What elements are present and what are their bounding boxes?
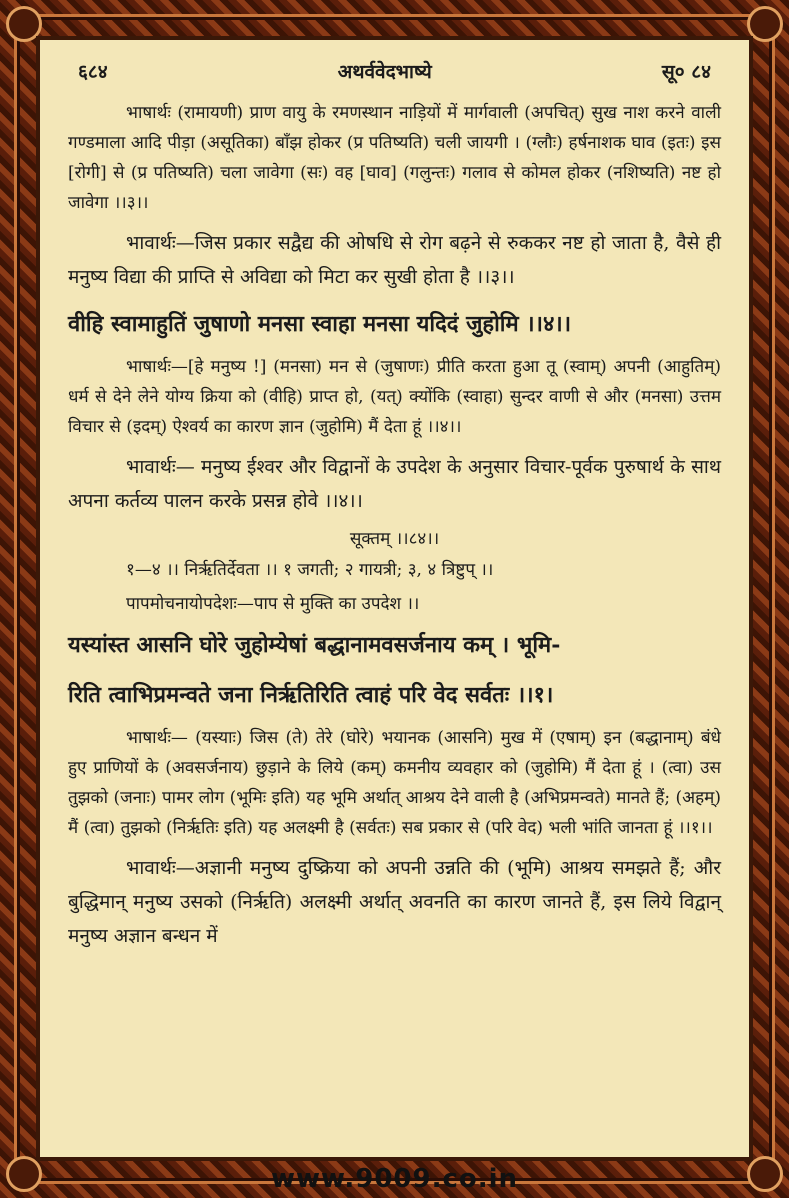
page-number: ६८४: [78, 61, 108, 83]
bhasharth-paragraph-1: भाषार्थः— (यस्याः) जिस (ते) तेरे (घोरे) भयानक (आसनि) मुख में (एषाम्) इन (बद्धानाम्) बंधे हुए प्राणियों के (अवसर्जनाय) छुड़ाने के लिये (कम्) कमनीय व्यवहार को (जुहोमि) मैं देता हूं । (त्वा) उस तुझको (जनाः) पामर लोग (भूमिः इति) यह भूमि अर्थात् आश्रय देने वाली है (अभिप्रमन्वते) मानते हैं; (अहम्) मैं (त्वा) तुझको (निर्ऋतिः इति) यह अलक्ष्मी है (सर्वतः) सब प्रकार से (परि वेद) भली भांति जानता हूं ।।१।।: [68, 728, 721, 838]
bhavarth-paragraph-4: भावार्थः— मनुष्य ईश्वर और विद्वानों के उपदेश के अनुसार विचार-पूर्वक पुरुषार्थ के साथ अपना कर्तव्य पालन करके प्रसन्न होवे ।।४।।: [68, 456, 721, 512]
book-page: [36, 36, 753, 1161]
sukta-reference: सू० ८४: [661, 61, 711, 83]
upadesh-line: पापमोचनायोपदेशः—पाप से मुक्ति का उपदेश ।।: [126, 594, 420, 614]
bhavarth-paragraph-3: भावार्थः—जिस प्रकार सद्वैद्य की ओषधि से रोग बढ़ने से रुककर नष्ट हो जाता है, वैसे ही मनुष्य विद्या की प्राप्ति से अविद्या को मिटा कर सुखी होता है ।।३।।: [68, 232, 721, 288]
bhasharth-paragraph-4: भाषार्थः—[हे मनुष्य !] (मनसा) मन से (जुषाणः) प्रीति करता हुआ तू (स्वाम्) अपनी (आहुतिम्) धर्म से देने लेने योग्य क्रिया को (वीहि) प्राप्त हो, (यत्) क्योंकि (स्वाहा) सुन्दर वाणी से और (मनसा) उत्तम विचार से (इदम्) ऐश्वर्य का कारण ज्ञान (जुहोमि) मैं देता हूं ।।४।।: [68, 357, 721, 437]
mantra-4: वीहि स्वामाहुतिं जुषाणो मनसा स्वाहा मनसा यदिदं जुहोमि ।।४।।: [68, 311, 572, 337]
mantra-1-line-1: यस्यांस्त आसनि घोरे जुहोम्येषां बद्धानामवसर्जनाय कम् । भूमि-: [68, 632, 561, 658]
website-watermark: www.9009.co.in: [270, 1164, 519, 1194]
page-header: [68, 58, 721, 92]
bhavarth-paragraph-1: भावार्थः—अज्ञानी मनुष्य दुष्क्रिया को अपनी उन्नति की (भूमि) आश्रय समझते हैं; और बुद्धिमान् मनुष्य उसको (निर्ऋति) अलक्ष्मी अर्थात् अवनति का कारण जानते हैं, इस लिये विद्वान् मनुष्य अज्ञान बन्धन में: [68, 857, 721, 947]
sukta-heading: सूक्तम् ।।८४।।: [349, 529, 440, 549]
devata-chhanda-line: १—४ ।। निर्ऋतिर्देवता ।। १ जगती; २ गायत्री; ३, ४ त्रिष्टुप् ।।: [126, 560, 494, 580]
bhasharth-paragraph-3: भाषार्थः (रामायणी) प्राण वायु के रमणस्थान नाड़ियों में मार्गवाली (अपचित्) सुख नाश करने वाली गण्डमाला आदि पीड़ा (असूतिका) बाँझ होकर (प्र पतिष्यति) चली जायगी । (ग्लौः) हर्षनाशक घाव (इतः) इस [रोगी] से (प्र पतिष्यति) चला जावेगा (सः) वह [घाव] (गलुन्तः) गलाव से कोमल होकर (नशिष्यति) नष्ट हो जावेगा ।।३।।: [68, 103, 721, 213]
mantra-1-line-2: रिति त्वाभिप्रमन्वते जना निर्ऋतिरिति त्वाहं परि वेद सर्वतः ।।१।: [68, 682, 554, 708]
page-title: अथर्ववेदभाष्ये: [337, 61, 432, 83]
